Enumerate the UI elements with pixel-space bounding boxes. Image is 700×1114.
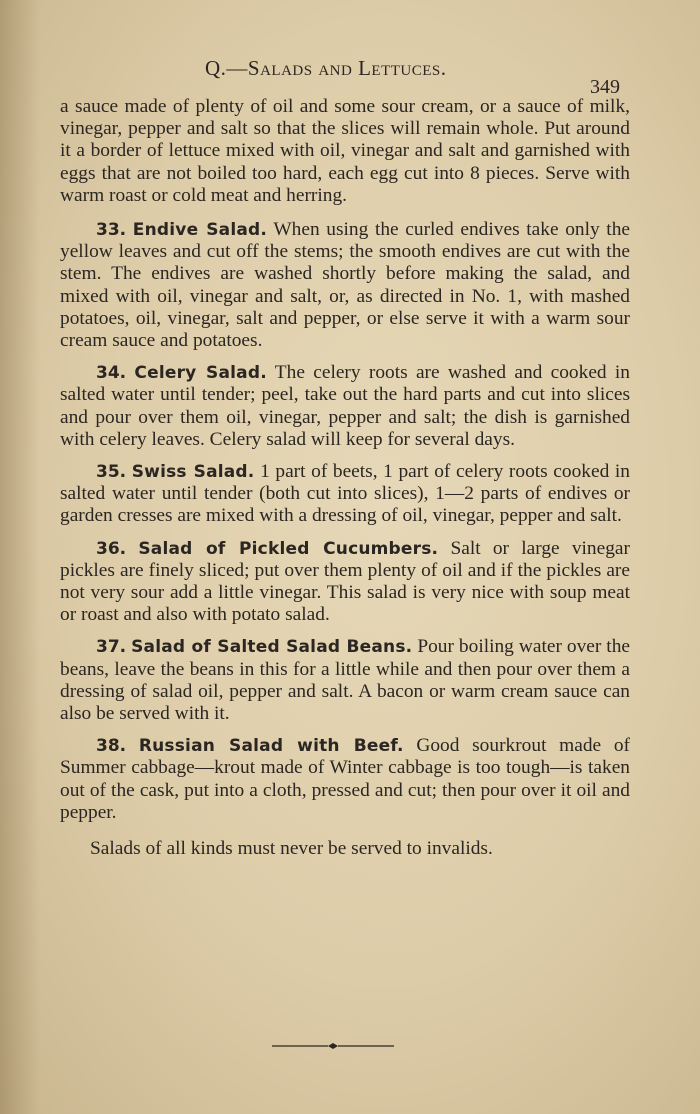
page-header bbox=[0, 52, 700, 98]
body-text bbox=[60, 96, 630, 860]
recipe-number: 38. bbox=[96, 736, 127, 757]
recipe-35 bbox=[60, 461, 630, 528]
recipe-33 bbox=[60, 219, 630, 352]
running-head: Q.—Salads and Lettuces. bbox=[205, 56, 447, 80]
closing-note: Salads of all kinds must never be served to invalids. bbox=[90, 838, 493, 860]
recipe-title: Salad of Salted Salad Beans. bbox=[131, 637, 413, 658]
recipe-title: Russian Salad with Beef. bbox=[138, 736, 404, 757]
recipe-title: Endive Salad. bbox=[132, 220, 268, 241]
recipe-number: 33. bbox=[96, 220, 127, 241]
rule-ornament-icon bbox=[270, 1040, 396, 1052]
recipe-number: 34. bbox=[96, 363, 127, 384]
recipe-title: Swiss Salad. bbox=[131, 462, 255, 483]
recipe-text: The celery roots are washed and cooked in salted water until tender; peel, take out the hard parts and cut into slices and pour over them oil, vinegar, pepper and salt; the dish is garnished with celery leaves. Celery salad will keep for several days. bbox=[60, 362, 630, 450]
recipe-37 bbox=[60, 636, 630, 725]
recipe-number: 36. bbox=[96, 538, 127, 559]
recipe-text: When using the curled endives take only the yellow leaves and cut off the stems; the smooth endives are cut with the stem. The endives are washed shortly before making the salad, and mixed with oil, vinegar and salt, or, as directed in No. 1, with mashed potatoes, oil, vinegar, salt and pepper, or else serve it with a warm sour cream sauce and potatoes. bbox=[60, 219, 630, 352]
recipe-number: 37. bbox=[96, 637, 127, 658]
recipe-title: Celery Salad. bbox=[134, 363, 267, 384]
page-number: 349 bbox=[590, 76, 620, 98]
recipe-text: Salt or large vinegar pickles are finely sliced; put over them plenty of oil and if the pickles are not very sour add a little vinegar. This salad is very nice with soup meat or roast and also with potato salad. bbox=[60, 537, 630, 626]
recipe-title: Salad of Pickled Cucumbers. bbox=[138, 538, 439, 559]
recipe-text: Pour boiling water over the beans, leave the beans in this for a little while and then pour over them a dressing of salad oil, pepper and salt. A bacon or warm cream sauce can also be served with it. bbox=[60, 636, 630, 725]
recipe-38 bbox=[60, 735, 630, 824]
recipe-text: Good sourkrout made of Summer cabbage—krout made of Winter cabbage is too tough—is taken out of the cask, put into a cloth, pressed and cut; then pour over it oil and pepper. bbox=[60, 735, 630, 823]
recipe-36 bbox=[60, 538, 630, 627]
recipe-34 bbox=[60, 362, 630, 451]
recipe-number: 35. bbox=[96, 462, 127, 483]
continued-paragraph: a sauce made of plenty of oil and some sour cream, or a sauce of milk, vinegar, pepper and salt so that the slices will remain whole. Put around it a border of lettuce mixed with oil, vinegar and salt and garnished with eggs that are not boiled too hard, each egg cut into 8 pieces. Serve with warm roast or cold meat and herring. bbox=[60, 96, 630, 206]
recipe-text: 1 part of beets, 1 part of celery roots cooked in salted water until tender (both cut into slices), 1—2 parts of endives or garden cresses are mixed with a dressing of oil, vinegar, pepper and salt. bbox=[60, 461, 630, 527]
